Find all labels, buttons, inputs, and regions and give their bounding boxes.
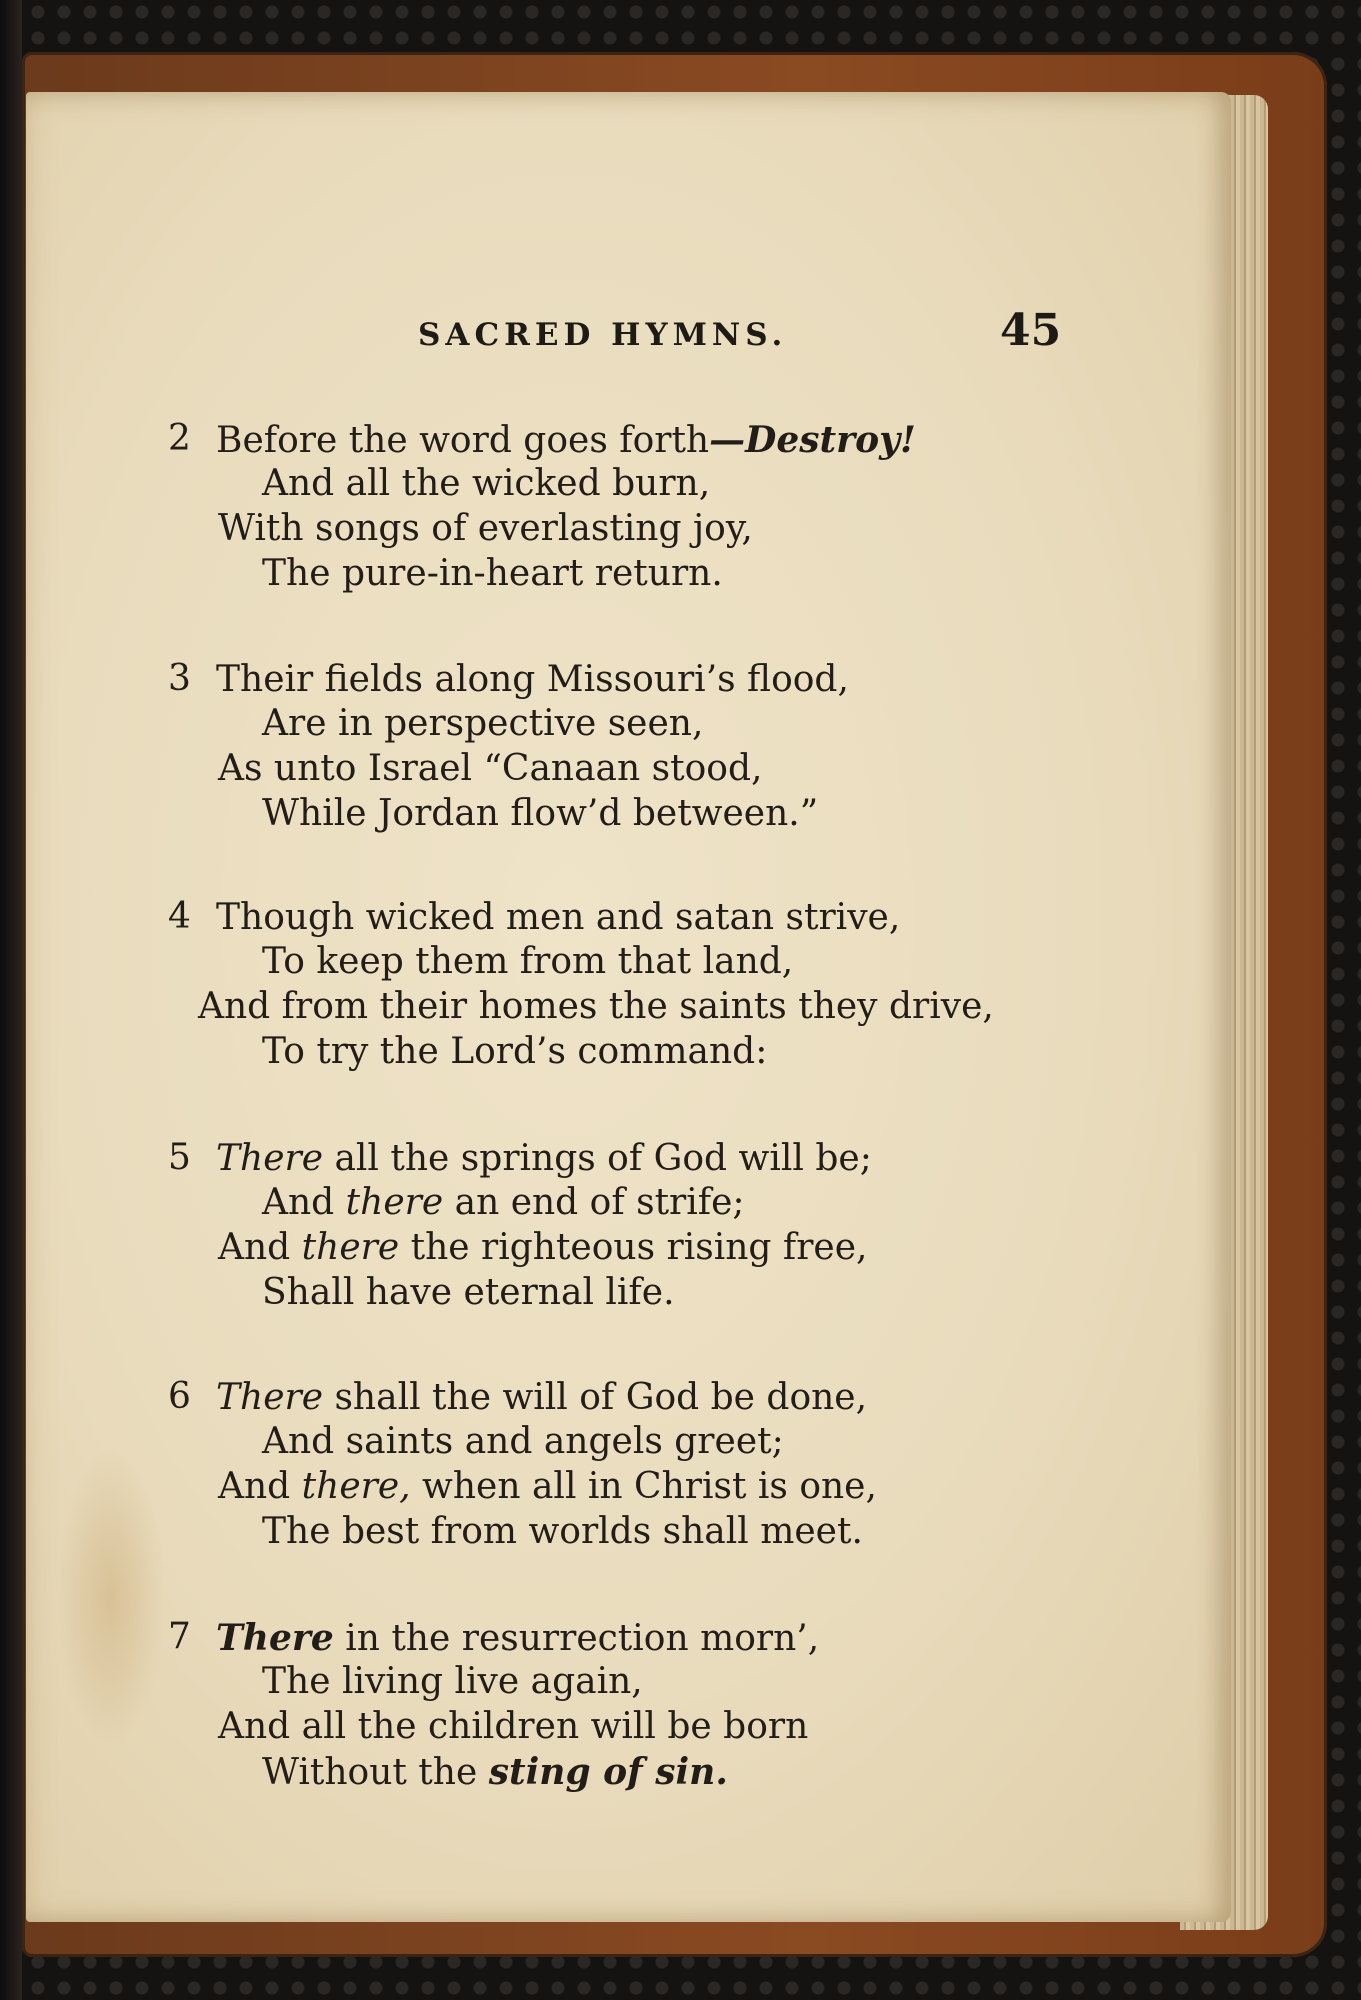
verse-line bbox=[216, 418, 916, 463]
verse-line bbox=[216, 1137, 872, 1181]
line-text: the righteous rising free, bbox=[399, 1227, 868, 1268]
line-text: shall the will of God be done, bbox=[323, 1377, 868, 1418]
verse-number: 6 bbox=[168, 1376, 191, 1417]
verse-line: Are in perspective seen, bbox=[262, 703, 704, 744]
line-emphasis: there, bbox=[301, 1466, 411, 1507]
verse-line: While Jordan flow’d between.” bbox=[262, 793, 819, 834]
verse-line: Their fields along Missouri’s flood, bbox=[216, 659, 849, 700]
verse-line bbox=[218, 1226, 867, 1270]
line-emphasis: There bbox=[216, 1617, 334, 1659]
verse-line: And from their homes the saints they drive, bbox=[198, 986, 994, 1027]
verse-line: The living live again, bbox=[262, 1661, 643, 1702]
line-text: in the resurrection morn’, bbox=[333, 1618, 820, 1659]
verse-number: 4 bbox=[168, 896, 191, 937]
verse-line: To keep them from that land, bbox=[262, 941, 794, 982]
line-text: Before the word goes forth bbox=[216, 420, 710, 461]
line-emphasis: sting of sin. bbox=[488, 1751, 728, 1793]
verse-line bbox=[216, 1616, 819, 1661]
verse-line bbox=[216, 1376, 867, 1420]
verse-line: And saints and angels greet; bbox=[262, 1421, 784, 1462]
verse-number: 5 bbox=[168, 1137, 191, 1178]
line-emphasis: —Destroy! bbox=[709, 419, 916, 461]
verse-line: To try the Lord’s command: bbox=[262, 1031, 768, 1072]
line-text: when all in Christ is one, bbox=[410, 1466, 877, 1507]
verse-line bbox=[262, 1181, 745, 1225]
verse-line: And all the children will be born bbox=[218, 1706, 809, 1747]
verse-line: With songs of everlasting joy, bbox=[218, 508, 753, 549]
verse-line: The best from worlds shall meet. bbox=[262, 1511, 863, 1552]
verse-number: 7 bbox=[168, 1616, 191, 1657]
line-text: And bbox=[218, 1466, 302, 1507]
verse-line bbox=[262, 1750, 728, 1795]
verse-line: Shall have eternal life. bbox=[262, 1272, 675, 1313]
verse-line: Though wicked men and satan strive, bbox=[216, 897, 901, 938]
line-emphasis: There bbox=[216, 1138, 324, 1179]
verse-number: 2 bbox=[168, 418, 191, 459]
line-text: all the springs of God will be; bbox=[323, 1138, 872, 1179]
spine-shadow bbox=[0, 0, 22, 2000]
page-number: 45 bbox=[1000, 305, 1062, 356]
line-emphasis: there bbox=[345, 1182, 444, 1223]
line-text: And bbox=[262, 1182, 346, 1223]
line-text: an end of strife; bbox=[443, 1182, 745, 1223]
verse-line bbox=[218, 1465, 877, 1509]
verse-line: As unto Israel “Canaan stood, bbox=[218, 748, 763, 789]
verse-number: 3 bbox=[168, 658, 191, 699]
running-title: SACRED HYMNS. bbox=[418, 317, 788, 353]
line-emphasis: There bbox=[216, 1377, 324, 1418]
page-header bbox=[0, 305, 1361, 365]
water-stain bbox=[56, 1447, 166, 1747]
verse-line: And all the wicked burn, bbox=[262, 463, 711, 504]
line-text: Without the bbox=[262, 1752, 489, 1793]
line-emphasis: there bbox=[301, 1227, 400, 1268]
verse-line: The pure-in-heart return. bbox=[262, 553, 723, 594]
line-text: And bbox=[218, 1227, 302, 1268]
